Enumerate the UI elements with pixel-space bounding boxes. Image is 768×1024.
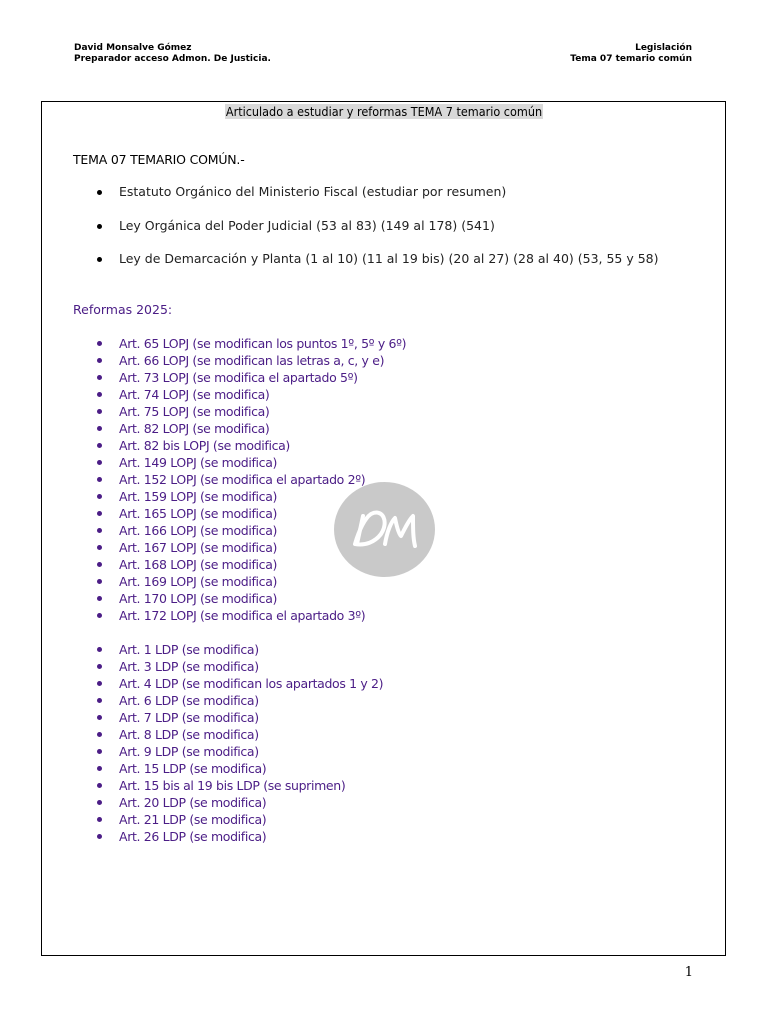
bullet-icon [97, 579, 102, 584]
bullet-icon [97, 341, 102, 346]
list-item-text: Art. 74 LOPJ (se modifica) [119, 387, 270, 402]
list-item-text: Art. 20 LDP (se modifica) [119, 795, 267, 810]
list-item-text: Art. 7 LDP (se modifica) [119, 710, 259, 725]
list-item [73, 675, 383, 692]
bullet-icon [97, 392, 102, 397]
reforms-ldp-list [73, 641, 383, 845]
list-item-text: Art. 167 LOPJ (se modifica) [119, 540, 278, 555]
list-item-text: Art. 73 LOPJ (se modifica el apartado 5º) [119, 370, 358, 385]
list-item-text: Art. 82 LOPJ (se modifica) [119, 421, 270, 436]
bullet-icon [97, 528, 102, 533]
bullet-icon [97, 190, 102, 195]
list-item [73, 352, 406, 369]
bullet-icon [97, 224, 102, 229]
list-item-text: Art. 172 LOPJ (se modifica el apartado 3º) [119, 608, 366, 623]
bullet-icon [97, 732, 102, 737]
list-item [73, 777, 383, 794]
bullet-icon [97, 783, 102, 788]
bullet-icon [97, 834, 102, 839]
bullet-icon [97, 664, 102, 669]
list-item [73, 709, 383, 726]
bullet-icon [97, 494, 102, 499]
bullet-icon [97, 511, 102, 516]
page-number: 1 [684, 965, 693, 980]
list-item-text: Art. 75 LOPJ (se modifica) [119, 404, 270, 419]
list-item [73, 692, 383, 709]
list-item [73, 471, 406, 488]
header-author [74, 43, 271, 65]
list-item-text: Art. 6 LDP (se modifica) [119, 693, 259, 708]
bullet-icon [97, 375, 102, 380]
reforms-heading: Reformas 2025: [73, 302, 173, 317]
list-item-text: Art. 169 LOPJ (se modifica) [119, 574, 278, 589]
topics-list [73, 184, 659, 285]
list-item-text: Art. 82 bis LOPJ (se modifica) [119, 438, 290, 453]
list-item-text: Art. 4 LDP (se modifican los apartados 1 y 2) [119, 676, 384, 691]
bullet-icon [97, 477, 102, 482]
list-item-text: Art. 65 LOPJ (se modifican los puntos 1º, 5º y 6º) [119, 336, 407, 351]
list-item-text: Art. 168 LOPJ (se modifica) [119, 557, 278, 572]
bullet-icon [97, 545, 102, 550]
bullet-icon [97, 800, 102, 805]
bullet-icon [97, 647, 102, 652]
list-item [73, 811, 383, 828]
list-item-text: Art. 170 LOPJ (se modifica) [119, 591, 278, 606]
list-item-text: Art. 3 LDP (se modifica) [119, 659, 259, 674]
list-item-text: Art. 15 bis al 19 bis LDP (se suprimen) [119, 778, 346, 793]
dm-logo-glyph-icon [345, 500, 425, 560]
bullet-icon [97, 358, 102, 363]
list-item [73, 184, 659, 200]
list-item [73, 607, 406, 624]
document-title-text: Articulado a estudiar y reformas TEMA 7 temario común [225, 104, 543, 119]
list-item [73, 794, 383, 811]
list-item-text: Art. 66 LOPJ (se modifican las letras a, c, y e) [119, 353, 385, 368]
list-item [73, 218, 659, 234]
bullet-icon [97, 426, 102, 431]
list-item-text: Ley de Demarcación y Planta (1 al 10) (11 al 19 bis) (20 al 27) (28 al 40) (53, 55 y 58) [119, 251, 659, 266]
list-item-text: Art. 1 LDP (se modifica) [119, 642, 259, 657]
list-item [73, 743, 383, 760]
bullet-icon [97, 562, 102, 567]
list-item-text: Art. 8 LDP (se modifica) [119, 727, 259, 742]
author-name: David Monsalve Gómez [74, 43, 192, 53]
list-item-text: Art. 9 LDP (se modifica) [119, 744, 259, 759]
bullet-icon [97, 749, 102, 754]
bullet-icon [97, 715, 102, 720]
list-item [73, 454, 406, 471]
bullet-icon [97, 698, 102, 703]
list-item [73, 828, 383, 845]
list-item [73, 369, 406, 386]
bullet-icon [97, 257, 102, 262]
list-item-text: Art. 166 LOPJ (se modifica) [119, 523, 278, 538]
section-heading: TEMA 07 TEMARIO COMÚN.- [73, 152, 245, 167]
dm-watermark-logo-icon [334, 482, 435, 577]
bullet-icon [97, 766, 102, 771]
list-item-text: Art. 21 LDP (se modifica) [119, 812, 267, 827]
header-topic [570, 43, 692, 65]
author-role: Preparador acceso Admon. De Justicia. [74, 54, 271, 64]
list-item [73, 403, 406, 420]
list-item [73, 726, 383, 743]
bullet-icon [97, 460, 102, 465]
topic-label: Tema 07 temario común [570, 54, 692, 64]
list-item-text: Art. 149 LOPJ (se modifica) [119, 455, 278, 470]
list-item [73, 760, 383, 777]
list-item [73, 437, 406, 454]
bullet-icon [97, 443, 102, 448]
list-item [73, 658, 383, 675]
list-item [73, 386, 406, 403]
bullet-icon [97, 596, 102, 601]
list-item [73, 335, 406, 352]
document-title [0, 104, 768, 120]
list-item-text: Art. 152 LOPJ (se modifica el apartado 2º) [119, 472, 366, 487]
list-item-text: Art. 165 LOPJ (se modifica) [119, 506, 278, 521]
list-item [73, 420, 406, 437]
list-item [73, 251, 659, 267]
list-item-text: Ley Orgánica del Poder Judicial (53 al 83) (149 al 178) (541) [119, 217, 495, 233]
subject-label: Legislación [635, 43, 692, 53]
bullet-icon [97, 817, 102, 822]
bullet-icon [97, 613, 102, 618]
list-item [73, 641, 383, 658]
list-item-text: Art. 26 LDP (se modifica) [119, 829, 267, 844]
list-item-text: Art. 15 LDP (se modifica) [119, 761, 267, 776]
list-item [73, 573, 406, 590]
bullet-icon [97, 409, 102, 414]
list-item [73, 590, 406, 607]
reforms-lopj-list [73, 335, 406, 624]
list-item-text: Estatuto Orgánico del Ministerio Fiscal (estudiar por resumen) [119, 184, 507, 199]
bullet-icon [97, 681, 102, 686]
list-item-text: Art. 159 LOPJ (se modifica) [119, 489, 278, 504]
